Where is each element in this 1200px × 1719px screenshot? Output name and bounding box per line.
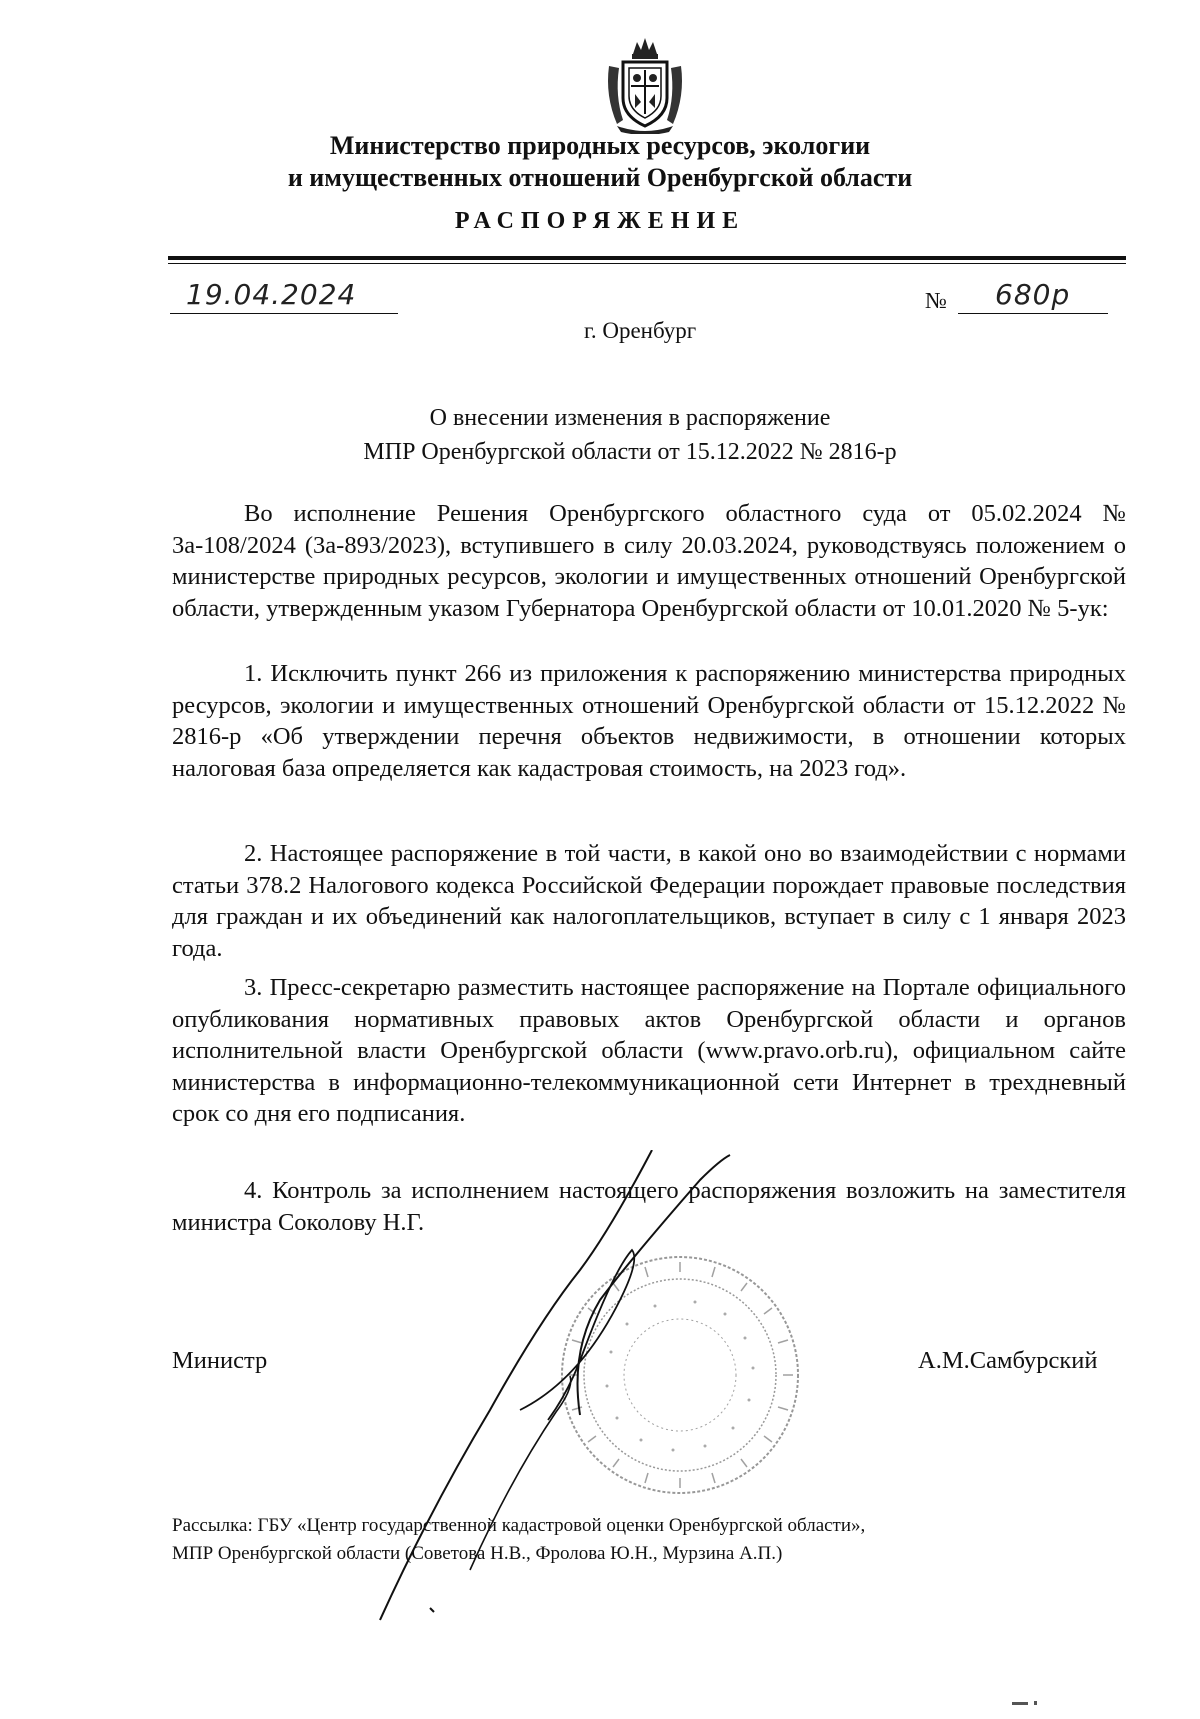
distribution-line2: МПР Оренбургской области (Советова Н.В., Фролова Ю.Н., Мурзина А.П.) [172, 1543, 783, 1564]
header-rule-thick [168, 256, 1126, 260]
document-number: 680р [995, 278, 1071, 311]
date-underline [170, 313, 398, 314]
signatory-position: Министр [172, 1347, 268, 1374]
city: г. Оренбург [584, 318, 697, 343]
coat-of-arms-icon [603, 36, 687, 134]
item-paragraph-1: 1. Исключить пункт 266 из приложения к распоряжению министерства природных ресурсов, экологии и имущественных отношений Оренбургской области от 15.12.2022 № 2816-р «Об утверждении перечня объектов недвижимости, в отношении которых налоговая база определяется как кадастровая стоимость, на 2023 год». [172, 660, 1126, 782]
document-title-line1: О внесении изменения в распоряжение [429, 405, 831, 431]
preamble-paragraph: Во исполнение Решения Оренбургского областного суда от 05.02.2024 № 3а-108/2024 (3а-893/2023), вступившего в силу 20.03.2024, руководствуясь положением о министерстве природных ресурсов, экологии и имущественных отношений Оренбургской области, утвержденным указом Губернатора Оренбургской области от 10.01.2020 № 5-ук: [172, 500, 1126, 622]
number-underline [958, 313, 1108, 314]
number-sign: № [925, 288, 947, 313]
scan-speck [1012, 1702, 1028, 1705]
organization-name-line1: Министерство природных ресурсов, экологии [329, 131, 871, 160]
handwritten-signature [370, 1150, 750, 1630]
organization-name-line2: и имущественных отношений Оренбургской области [287, 163, 913, 192]
item-paragraph-4: 4. Контроль за исполнением настоящего распоряжения возложить на заместителя министра Соколову Н.Г. [172, 1177, 1126, 1236]
document-title-line2: МПР Оренбургской области от 15.12.2022 № 2816-р [363, 439, 897, 465]
item-paragraph-2: 2. Настоящее распоряжение в той части, в какой оно во взаимодействии с нормами статьи 378.2 Налогового кодекса Российской Федерации порождает правовые последствия для граждан и их объединений как налогоплательщиков, вступает в силу с 1 января 2023 года. [172, 840, 1126, 962]
distribution-line1: Рассылка: ГБУ «Центр государственной кадастровой оценки Оренбургской области», [172, 1515, 866, 1536]
document-type: РАСПОРЯЖЕНИЕ [454, 208, 746, 234]
item-paragraph-3: 3. Пресс-секретарю разместить настоящее распоряжение на Портале официального опубликования нормативных правовых актов Оренбургской области и органов исполнительной власти Оренбургской области (www.pravo.orb.ru), официальном сайте министерства в информационно-телекоммуникационной сети Интернет в трехдневный срок со дня его подписания. [172, 974, 1126, 1127]
scan-speck [1034, 1701, 1037, 1705]
header-rule-thin [168, 263, 1126, 264]
signatory-name: А.М.Самбурский [918, 1347, 1098, 1374]
document-date: 19.04.2024 [186, 278, 357, 311]
